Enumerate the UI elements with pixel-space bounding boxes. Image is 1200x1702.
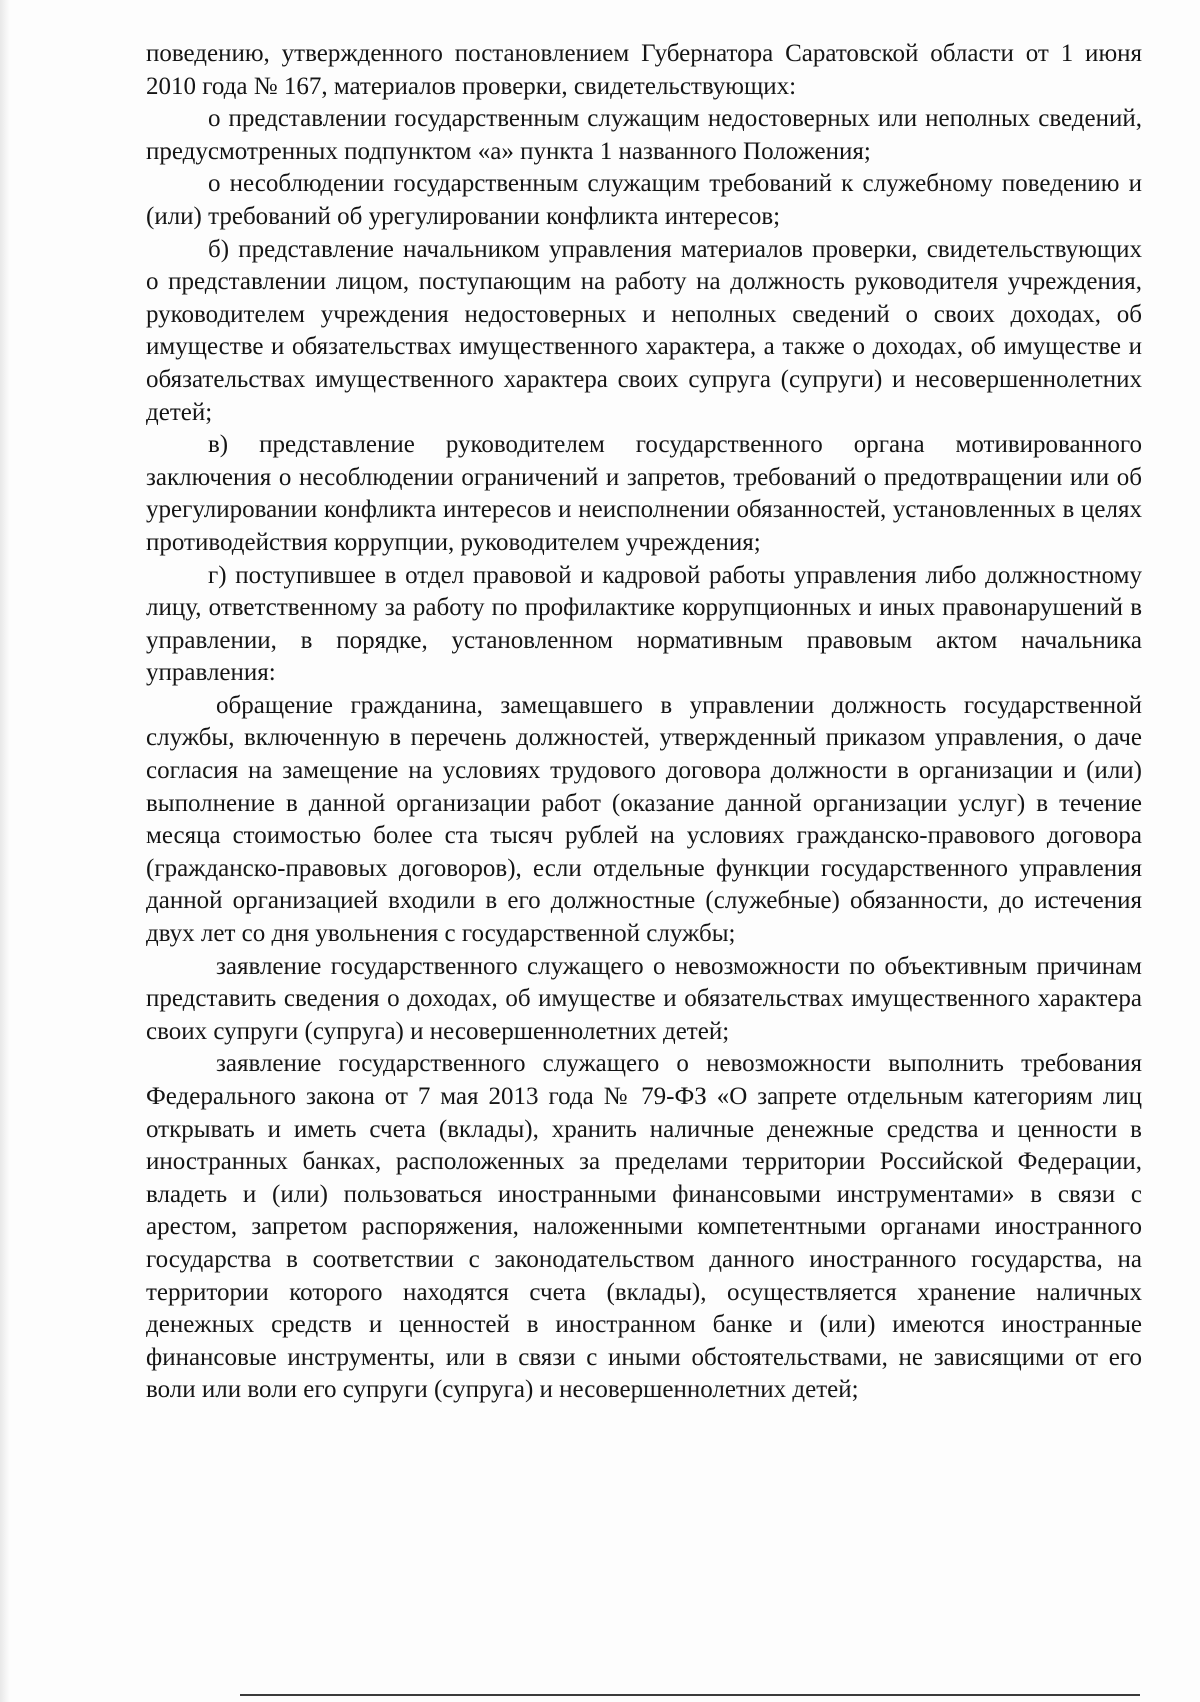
paragraph-citizen-appeal: обращение гражданина, замещавшего в управлении должность государственной службы, включенную в перечень должностей, утвержденный приказом управления, о даче согласия на замещение на условиях трудового договора должности в организации и (или) выполнение в данной организации работ (оказание данной организации услуг) в течение месяца стоимостью более ста тысяч рублей на условиях гражданско-правового договора (гражданско-правовых договоров), если отдельные функции государственного управления данной организацией входили в его должностные (служебные) обязанности, до истечения двух лет со дня увольнения с государственной службы; — [146, 691, 1142, 948]
paragraph-continuation: поведению, утвержденного постановлением Губернатора Саратовской области от 1 июня 2010 года № 167, материалов проверки, свидетельствующих: — [146, 40, 1142, 100]
document-body — [146, 38, 1142, 1407]
paragraph-b: б) представление начальником управления материалов проверки, свидетельствующих о представлении лицом, поступающим на работу на должность руководителя учреждения, руководителем учреждения недостоверных и неполных сведений о своих доходах, об имуществе и обязательствах имущественного характера, а также о доходах, об имуществе и обязательствах имущественного характера своих супруга (супруги) и несовершеннолетних детей; — [146, 235, 1142, 426]
scan-edge-shadow — [0, 0, 10, 1702]
paragraph-statement-spouse-income: заявление государственного служащего о невозможности по объективным причинам представить сведения о доходах, об имуществе и обязательствах имущественного характера своих супруги (супруга) и несовершеннолетних детей; — [146, 952, 1142, 1045]
paragraph-v: в) представление руководителем государственного органа мотивированного заключения о несоблюдении ограничений и запретов, требований о предотвращении или об урегулировании конфликта интересов и неисполнении обязанностей, установленных в целях противодействия коррупции, руководителем учреждения; — [146, 431, 1142, 556]
paragraph-item-conduct-violation: о несоблюдении государственным служащим требований к служебному поведению и (или) требований об урегулировании конфликта интересов; — [146, 170, 1142, 230]
bottom-edge-line — [240, 1694, 1140, 1696]
paragraph-statement-foreign-accounts: заявление государственного служащего о невозможности выполнить требования Федерального закона от 7 мая 2013 года № 79-ФЗ «О запрете отдельным категориям лиц открывать и иметь счета (вклады), хранить наличные денежные средства и ценности в иностранных банках, расположенных за пределами территории Российской Федерации, владеть и (или) пользоваться иностранными финансовыми инструментами» в связи с арестом, запретом распоряжения, наложенными компетентными органами иностранного государства в соответствии с законодательством данного иностранного государства, на территории которого находятся счета (вклады), осуществляется хранение наличных денежных средств и ценностей в иностранном банке и (или) имеются иностранные финансовые инструменты, или в связи с иными обстоятельствами, не зависящими от его воли или воли его супруги (супруга) и несовершеннолетних детей; — [146, 1050, 1142, 1404]
paragraph-g: г) поступившее в отдел правовой и кадровой работы управления либо должностному лицу, ответственному за работу по профилактике коррупционных и иных правонарушений в управлении, в порядке, установленном нормативным правовым актом начальника управления: — [146, 561, 1142, 687]
paragraph-item-unreliable-info: о представлении государственным служащим недостоверных или неполных сведений, предусмотренных подпунктом «а» пункта 1 названного Положения; — [146, 105, 1142, 165]
